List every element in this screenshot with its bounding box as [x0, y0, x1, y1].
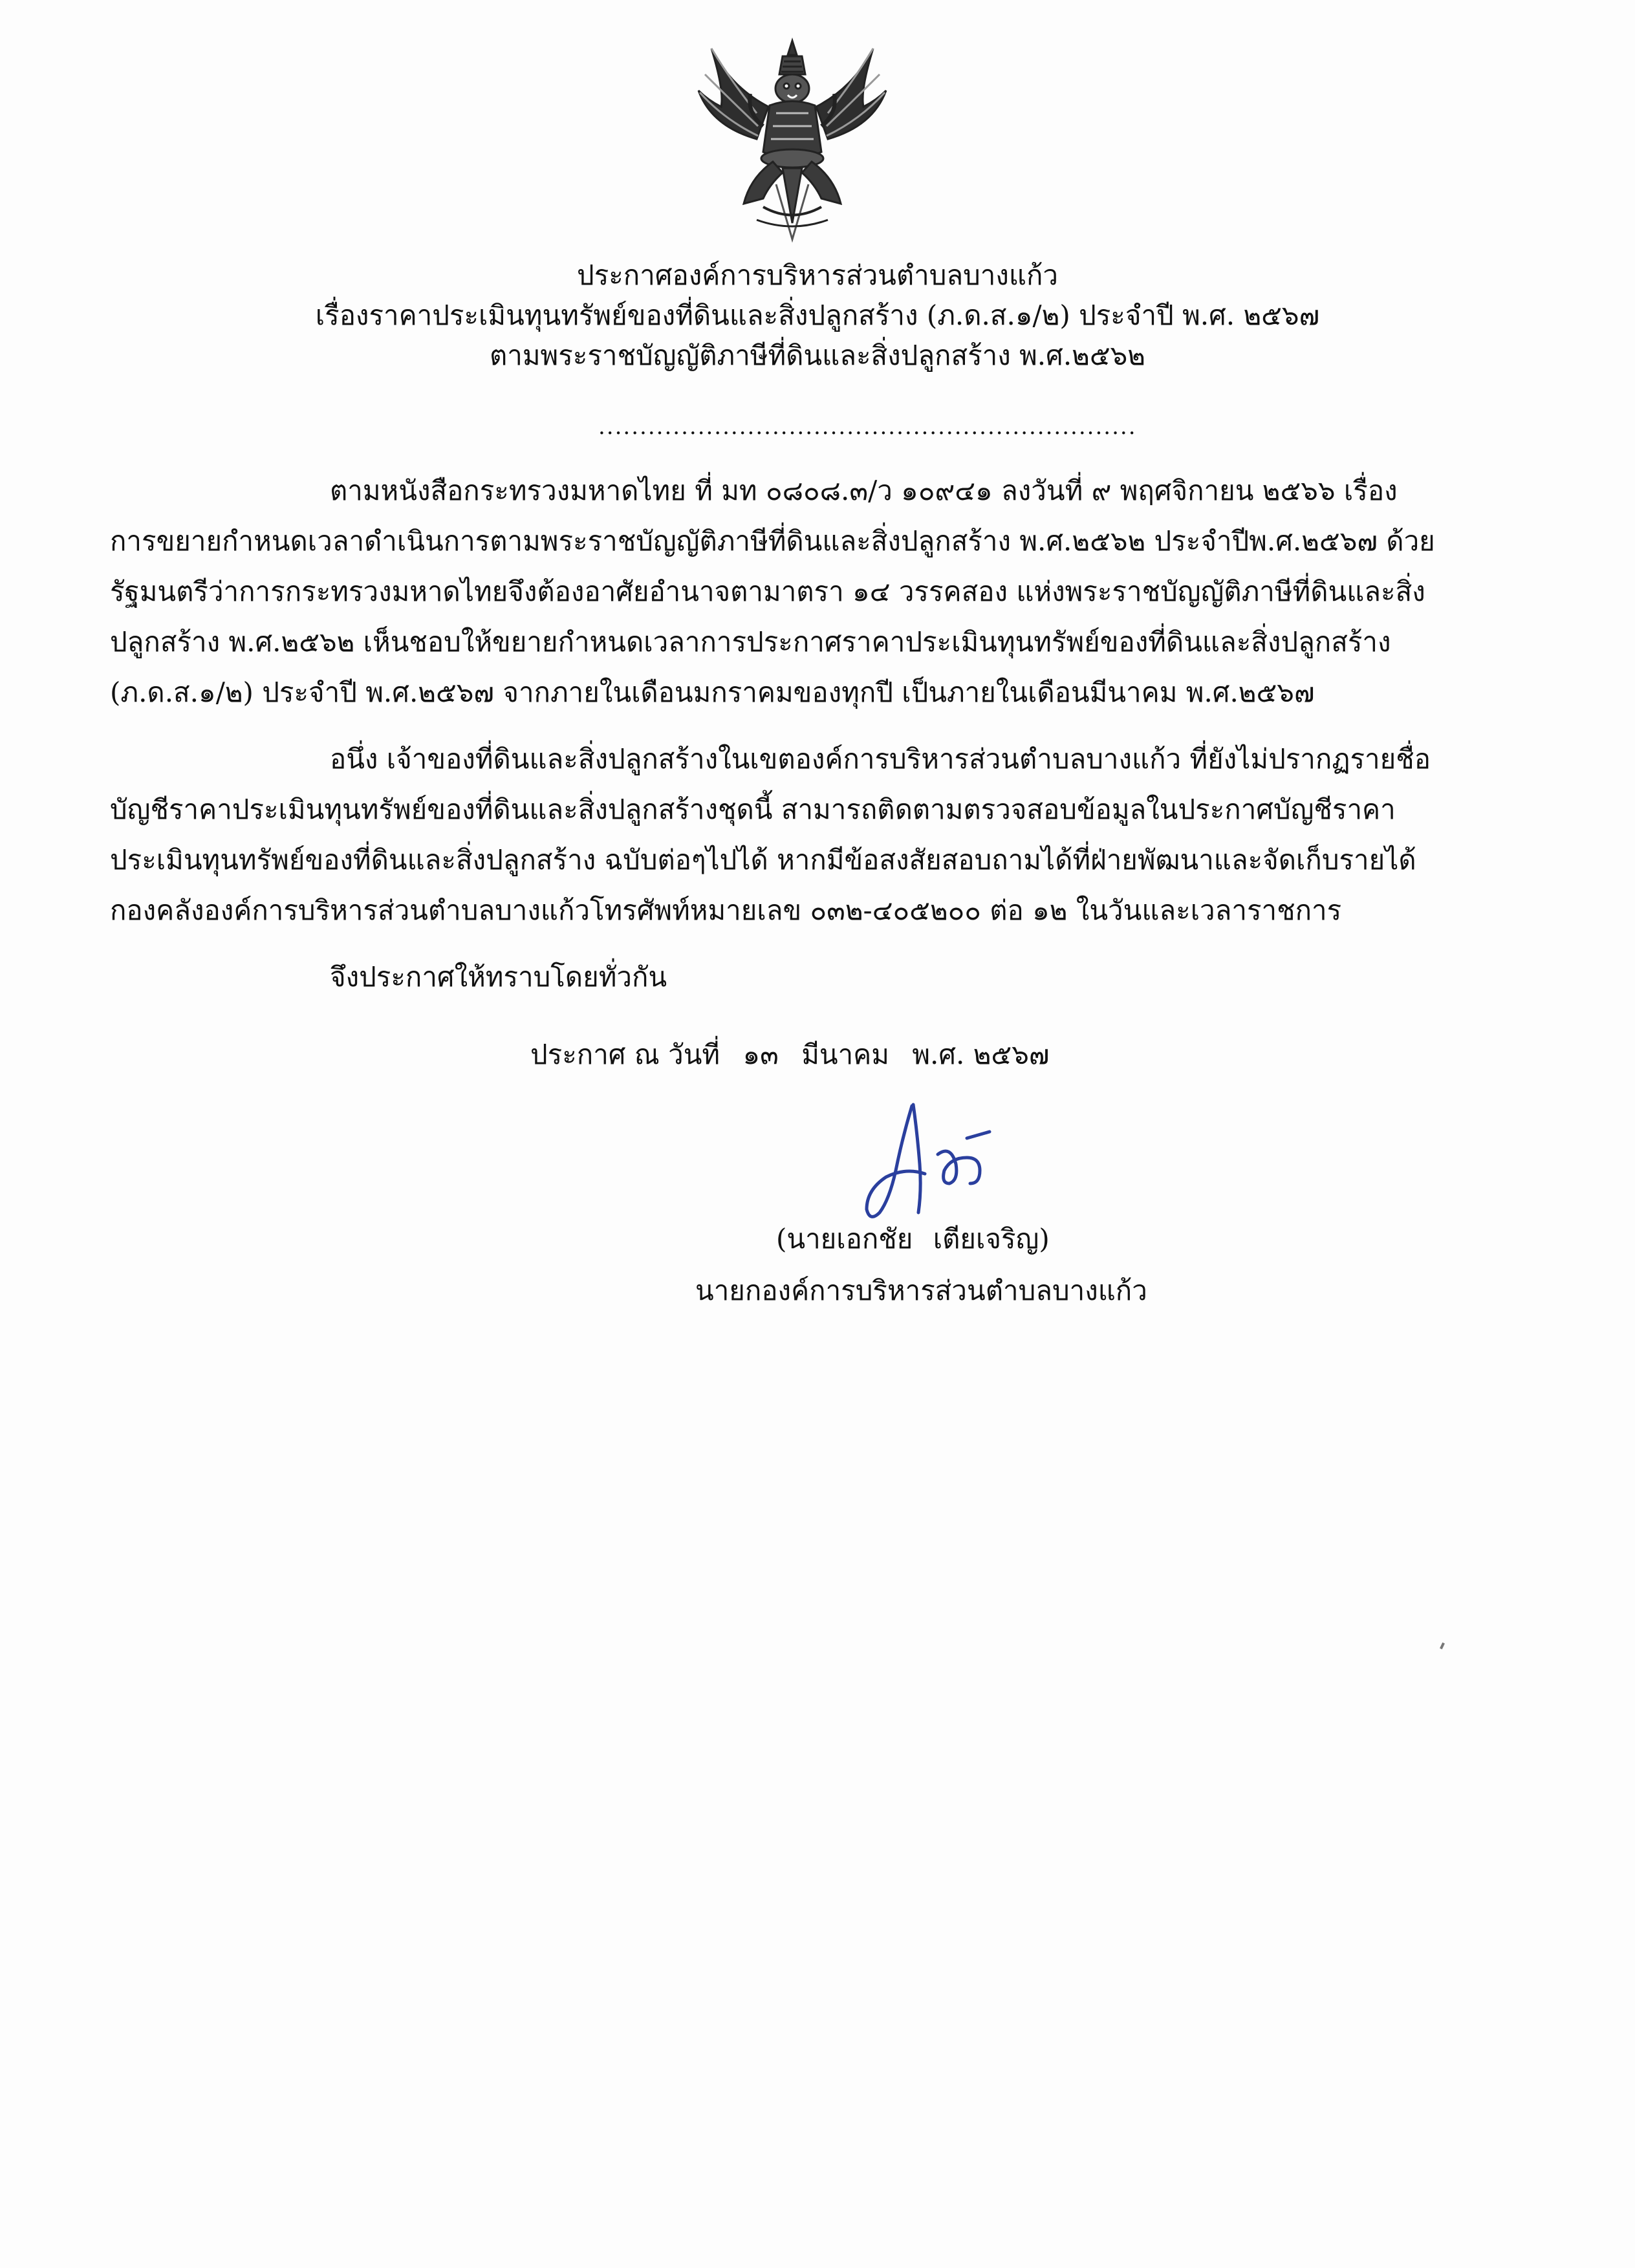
announcement-title — [0, 255, 1635, 376]
announcement-date — [530, 1035, 1063, 1075]
paragraph-1-line-2: การขยายกำหนดเวลาดำเนินการตามพระราชบัญญัติภาษีที่ดินและสิ่งปลูกสร้าง พ.ศ.๒๕๖๒ ประจำปีพ.ศ.๒๕๖๗ ด้วย — [110, 525, 1435, 557]
date-prefix: ประกาศ ณ วันที่ — [530, 1039, 720, 1070]
paragraph-2 — [110, 734, 1442, 936]
garuda-emblem-icon — [686, 29, 899, 243]
signer-name-first: (นายเอกชัย — [776, 1223, 913, 1255]
date-day: ๑๓ — [742, 1039, 779, 1070]
date-month: มีนาคม — [801, 1039, 889, 1070]
scan-speck — [1440, 1643, 1445, 1650]
paragraph-2-line-1: อนึ่ง เจ้าของที่ดินและสิ่งปลูกสร้างในเขตองค์การบริหารส่วนตำบลบางแก้ว ที่ยังไม่ปรากฏรายชื่อ — [330, 743, 1431, 775]
paragraph-1-line-4: ปลูกสร้าง พ.ศ.๒๕๖๒ เห็นชอบให้ขยายกำหนดเวลาการประกาศราคาประเมินทุนทรัพย์ของที่ดินและสิ่งปลูกสร้าง — [110, 626, 1391, 658]
paragraph-1-line-3: รัฐมนตรีว่าการกระทรวงมหาดไทยจึงต้องอาศัยอำนาจตามาตรา ๑๔ วรรคสอง แห่งพระราชบัญญัติภาษีที่ดินและสิ่ง — [110, 576, 1425, 607]
paragraph-2-line-4: กองคลังองค์การบริหารส่วนตำบลบางแก้วโทรศัพท์หมายเลข ๐๓๒-๔๐๕๒๐๐ ต่อ ๑๒ ในวันและเวลาราชการ — [110, 894, 1342, 926]
paragraph-2-line-2: บัญชีราคาประเมินทุนทรัพย์ของที่ดินและสิ่งปลูกสร้างชุดนี้ สามารถติดตามตรวจสอบข้อมูลในประกาศบัญชีราคา — [110, 794, 1396, 825]
paragraph-1-line-1: ตามหนังสือกระทรวงมหาดไทย ที่ มท ๐๘๐๘.๓/ว ๑๐๙๔๑ ลงวันที่ ๙ พฤศจิกายน ๒๕๖๖ เรื่อง — [330, 475, 1398, 506]
dotted-separator: ................................................................. — [598, 414, 1137, 440]
signer-name-last: เตียเจริญ) — [933, 1223, 1050, 1255]
title-line-2: เรื่องราคาประเมินทุนทรัพย์ของที่ดินและสิ่งปลูกสร้าง (ภ.ด.ส.๑/๒) ประจำปี พ.ศ. ๒๕๖๗ — [315, 299, 1320, 331]
title-line-3: ตามพระราชบัญญัติภาษีที่ดินและสิ่งปลูกสร้าง พ.ศ.๒๕๖๒ — [490, 340, 1145, 371]
paragraph-2-line-3: ประเมินทุนทรัพย์ของที่ดินและสิ่งปลูกสร้าง ฉบับต่อๆไปได้ หากมีข้อสงสัยสอบถามได้ที่ฝ่ายพัฒนาและจัดเก็บรายได้ — [110, 844, 1416, 876]
signer-position: นายกองค์การบริหารส่วนตำบลบางแก้ว — [695, 1275, 1147, 1306]
signer-name — [776, 1219, 1061, 1259]
closing-statement: จึงประกาศให้ทราบโดยทั่วกัน — [330, 961, 667, 993]
date-year: พ.ศ. ๒๕๖๗ — [912, 1039, 1050, 1070]
title-line-1: ประกาศองค์การบริหารส่วนตำบลบางแก้ว — [577, 259, 1058, 291]
paragraph-1-line-5: (ภ.ด.ส.๑/๒) ประจำปี พ.ศ.๒๕๖๗ จากภายในเดือนมกราคมของทุกปี เป็นภายในเดือนมีนาคม พ.ศ.๒๕๖๗ — [110, 676, 1315, 708]
paragraph-1 — [110, 466, 1442, 718]
